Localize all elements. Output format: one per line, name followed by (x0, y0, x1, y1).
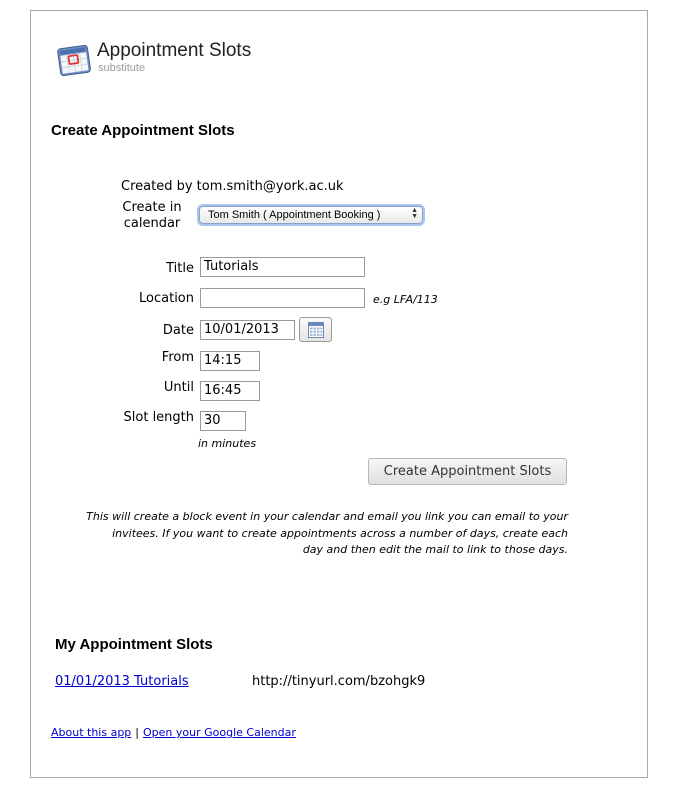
footer (51, 726, 296, 739)
info-text (60, 509, 568, 559)
created-by-text: Created by tom.smith@york.ac.uk (121, 179, 344, 194)
calendar-label-line2: calendar (123, 216, 181, 231)
date-label: Date (162, 323, 194, 338)
select-arrows-icon: ▲ ▼ (411, 207, 418, 220)
calendar-select-value: Tom Smith ( Appointment Booking ) (208, 209, 381, 221)
slot-item-link[interactable]: 01/01/2013 Tutorials (55, 674, 189, 689)
from-input[interactable]: 14:15 (200, 351, 260, 371)
info-line: day and then edit the mail to link to those days. (302, 543, 568, 556)
date-picker-button[interactable] (299, 317, 332, 342)
create-section-heading: Create Appointment Slots (51, 122, 235, 139)
about-link[interactable]: About this app (51, 726, 132, 739)
location-input[interactable] (200, 288, 365, 308)
app-subtitle: substitute (98, 62, 146, 74)
slot-length-input[interactable]: 30 (200, 411, 246, 431)
footer-separator: | (135, 726, 140, 739)
until-input[interactable]: 16:45 (200, 381, 260, 401)
from-label: From (161, 350, 194, 365)
my-slots-heading: My Appointment Slots (55, 636, 213, 653)
calendar-label (110, 200, 194, 232)
location-label: Location (139, 291, 194, 306)
location-hint: e.g LFA/113 (373, 293, 438, 306)
slot-length-hint: in minutes (198, 437, 257, 450)
info-line: invitees. If you want to create appointments across a number of days, create each (112, 526, 568, 540)
create-appointment-slots-button[interactable]: Create Appointment Slots (368, 458, 567, 485)
info-line: This will create a block event in your calendar and email you link you can email to your (86, 510, 568, 523)
open-google-calendar-link[interactable]: Open your Google Calendar (143, 726, 296, 739)
slot-item-url: http://tinyurl.com/bzohgk9 (252, 674, 426, 689)
slot-length-label: Slot length (123, 410, 194, 425)
calendar-select[interactable] (199, 206, 423, 224)
until-label: Until (163, 380, 194, 395)
app-title: Appointment Slots (97, 40, 252, 61)
title-input[interactable]: Tutorials (200, 257, 365, 277)
calendar-logo-icon (55, 42, 93, 78)
calendar-label-line1: Create in (122, 200, 182, 215)
calendar-grid-icon (308, 322, 324, 338)
title-label: Title (166, 261, 194, 276)
date-input[interactable]: 10/01/2013 (200, 320, 295, 340)
